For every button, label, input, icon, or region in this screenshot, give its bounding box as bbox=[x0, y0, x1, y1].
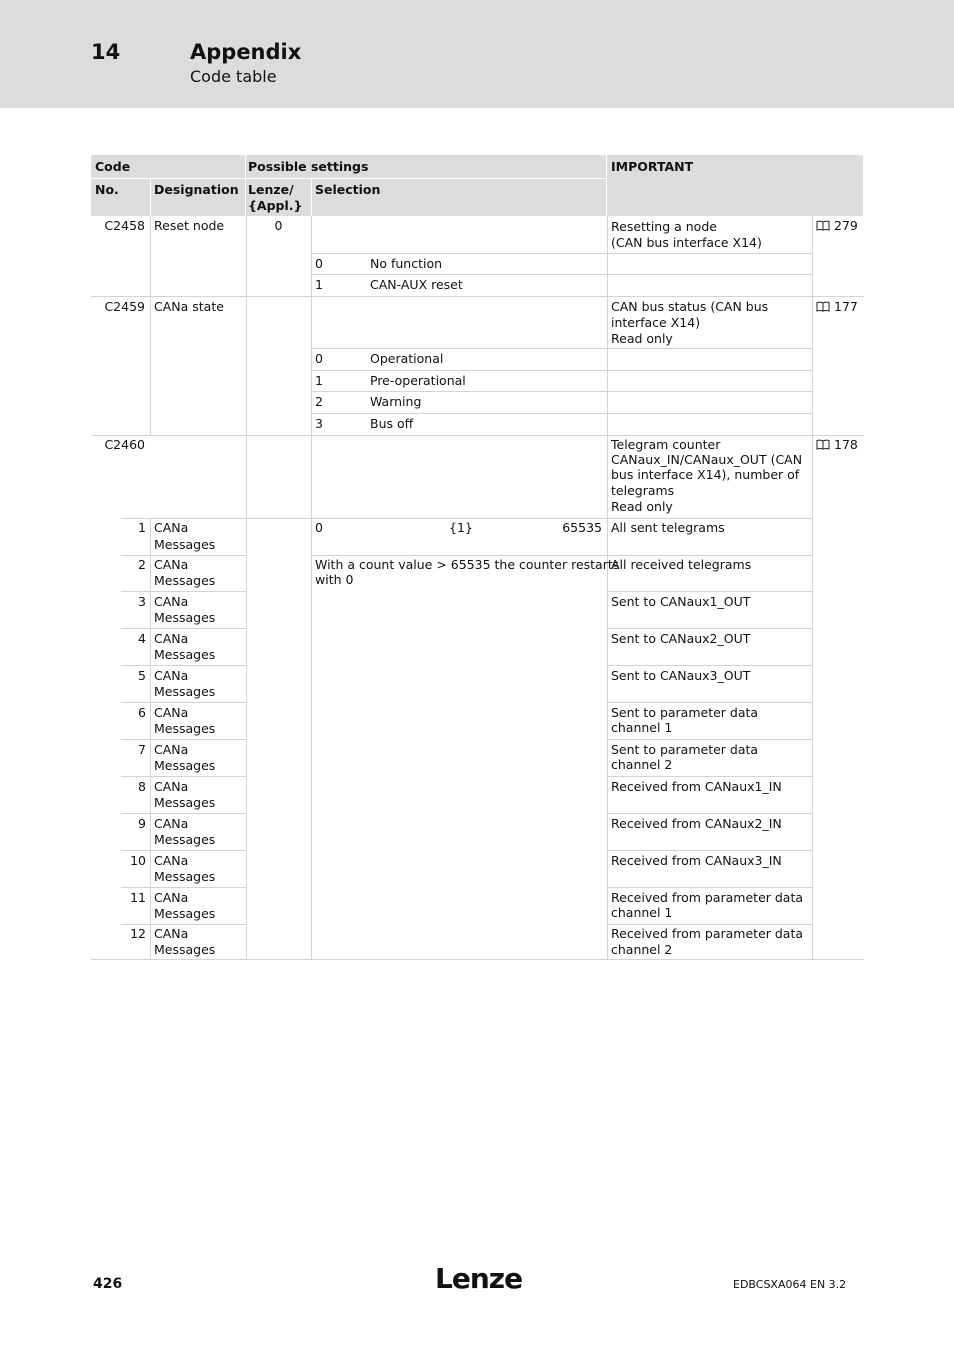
important-text: telegrams bbox=[611, 483, 675, 498]
option-label: CAN-AUX reset bbox=[370, 277, 463, 292]
subcode-important: Received from CANaux1_IN bbox=[611, 779, 782, 794]
header-lenze: Lenze/ bbox=[248, 182, 294, 197]
subcode-designation: Messages bbox=[154, 647, 216, 662]
subcode-designation: Messages bbox=[154, 537, 216, 552]
subcode-designation: CANa bbox=[154, 520, 189, 535]
subcode-important: Sent to parameter data bbox=[611, 742, 759, 757]
range-step: {1} bbox=[449, 520, 473, 535]
code-no: C2458 bbox=[104, 218, 145, 233]
book-icon bbox=[816, 301, 830, 312]
chapter-title: Appendix bbox=[190, 40, 302, 64]
subcode-designation: CANa bbox=[154, 705, 189, 720]
chapter-header bbox=[0, 0, 954, 108]
option-value: 3 bbox=[315, 416, 323, 431]
subcode-important: channel 2 bbox=[611, 757, 673, 772]
subcode-designation: CANa bbox=[154, 668, 189, 683]
header-possible-settings: Possible settings bbox=[248, 159, 369, 174]
header-important: IMPORTANT bbox=[611, 159, 694, 174]
chapter-number: 14 bbox=[91, 40, 121, 64]
code-designation: CANa state bbox=[154, 299, 224, 314]
important-text: CAN bus status (CAN bus bbox=[611, 299, 769, 314]
subcode-important: Sent to CANaux1_OUT bbox=[611, 594, 751, 609]
subcode-no: 5 bbox=[138, 668, 146, 683]
option-value: 1 bbox=[315, 373, 323, 388]
important-text: (CAN bus interface X14) bbox=[611, 235, 762, 250]
lenze-default: 0 bbox=[274, 218, 283, 233]
subcode-no: 1 bbox=[138, 520, 146, 535]
subcode-designation: CANa bbox=[154, 890, 189, 905]
subcode-designation: CANa bbox=[154, 557, 189, 572]
option-label: No function bbox=[370, 256, 443, 271]
code-no: C2459 bbox=[104, 299, 145, 314]
subcode-no: 6 bbox=[138, 705, 146, 720]
header-code: Code bbox=[95, 159, 131, 174]
page-number: 426 bbox=[93, 1276, 123, 1292]
subcode-important: Sent to parameter data bbox=[611, 705, 759, 720]
subcode-designation: Messages bbox=[154, 721, 216, 736]
subcode-important: Received from parameter data bbox=[611, 926, 804, 941]
subcode-designation: CANa bbox=[154, 631, 189, 646]
header-selection: Selection bbox=[315, 182, 381, 197]
option-label: Bus off bbox=[370, 416, 414, 431]
subcode-important: Received from parameter data bbox=[611, 890, 804, 905]
subcode-important: Sent to CANaux3_OUT bbox=[611, 668, 751, 683]
range-note: with 0 bbox=[315, 572, 354, 587]
subcode-designation: Messages bbox=[154, 684, 216, 699]
important-text: bus interface X14), number of bbox=[611, 467, 800, 482]
important-text: Telegram counter bbox=[611, 437, 721, 452]
subcode-no: 9 bbox=[138, 816, 146, 831]
subcode-designation: Messages bbox=[154, 942, 216, 957]
subcode-no: 8 bbox=[138, 779, 146, 794]
subcode-no: 3 bbox=[138, 594, 146, 609]
range-min: 0 bbox=[315, 520, 323, 535]
header-designation: Designation bbox=[154, 182, 239, 197]
page-reference-number: 279 bbox=[834, 218, 858, 233]
header-no: No. bbox=[95, 182, 119, 197]
page-reference-number: 178 bbox=[834, 437, 858, 452]
subcode-important: Sent to CANaux2_OUT bbox=[611, 631, 751, 646]
subcode-designation: Messages bbox=[154, 573, 216, 588]
subcode-no: 4 bbox=[138, 631, 146, 646]
subcode-designation: CANa bbox=[154, 594, 189, 609]
subcode-designation: Messages bbox=[154, 869, 216, 884]
important-text: interface X14) bbox=[611, 315, 701, 330]
subcode-designation: Messages bbox=[154, 610, 216, 625]
subcode-designation: Messages bbox=[154, 832, 216, 847]
book-icon bbox=[816, 220, 830, 231]
lenze-logo: Lenze bbox=[435, 1262, 523, 1295]
chapter-subtitle: Code table bbox=[190, 67, 277, 86]
subcode-important: All received telegrams bbox=[611, 557, 752, 572]
important-text: CANaux_IN/CANaux_OUT (CAN bbox=[611, 452, 803, 467]
page-reference[interactable] bbox=[816, 437, 858, 453]
subcode-designation: CANa bbox=[154, 853, 189, 868]
option-value: 1 bbox=[315, 277, 323, 292]
code-no: C2460 bbox=[104, 437, 145, 452]
subcode-designation: Messages bbox=[154, 906, 216, 921]
subcode-important: All sent telegrams bbox=[611, 520, 725, 535]
range-max: 65535 bbox=[562, 520, 602, 535]
subcode-no: 2 bbox=[138, 557, 146, 572]
page-reference-number: 177 bbox=[834, 299, 858, 314]
subcode-no: 11 bbox=[130, 890, 146, 905]
subcode-designation: CANa bbox=[154, 742, 189, 757]
option-label: Warning bbox=[370, 394, 422, 409]
subcode-important: channel 2 bbox=[611, 942, 673, 957]
important-text: Read only bbox=[611, 331, 673, 346]
book-icon bbox=[816, 439, 830, 450]
page-reference[interactable] bbox=[816, 218, 858, 234]
range-note: With a count value > 65535 the counter restarts bbox=[315, 557, 620, 572]
subcode-no: 7 bbox=[138, 742, 146, 757]
option-label: Pre-operational bbox=[370, 373, 466, 388]
subcode-important: channel 1 bbox=[611, 720, 673, 735]
subcode-designation: CANa bbox=[154, 816, 189, 831]
subcode-no: 10 bbox=[130, 853, 146, 868]
page-reference[interactable] bbox=[816, 299, 858, 315]
option-value: 2 bbox=[315, 394, 323, 409]
subcode-important: channel 1 bbox=[611, 905, 673, 920]
option-label: Operational bbox=[370, 351, 444, 366]
subcode-designation: CANa bbox=[154, 779, 189, 794]
subcode-important: Received from CANaux3_IN bbox=[611, 853, 782, 868]
subcode-important: Received from CANaux2_IN bbox=[611, 816, 782, 831]
important-text: Resetting a node bbox=[611, 219, 717, 234]
option-value: 0 bbox=[315, 256, 323, 271]
header-appl: {Appl.} bbox=[248, 198, 303, 213]
option-value: 0 bbox=[315, 351, 323, 366]
subcode-designation: Messages bbox=[154, 795, 216, 810]
subcode-designation: Messages bbox=[154, 758, 216, 773]
subcode-designation: CANa bbox=[154, 926, 189, 941]
important-text: Read only bbox=[611, 499, 673, 514]
document-id: EDBCSXA064 EN 3.2 bbox=[733, 1278, 847, 1291]
code-designation: Reset node bbox=[154, 218, 225, 233]
subcode-no: 12 bbox=[130, 926, 146, 941]
